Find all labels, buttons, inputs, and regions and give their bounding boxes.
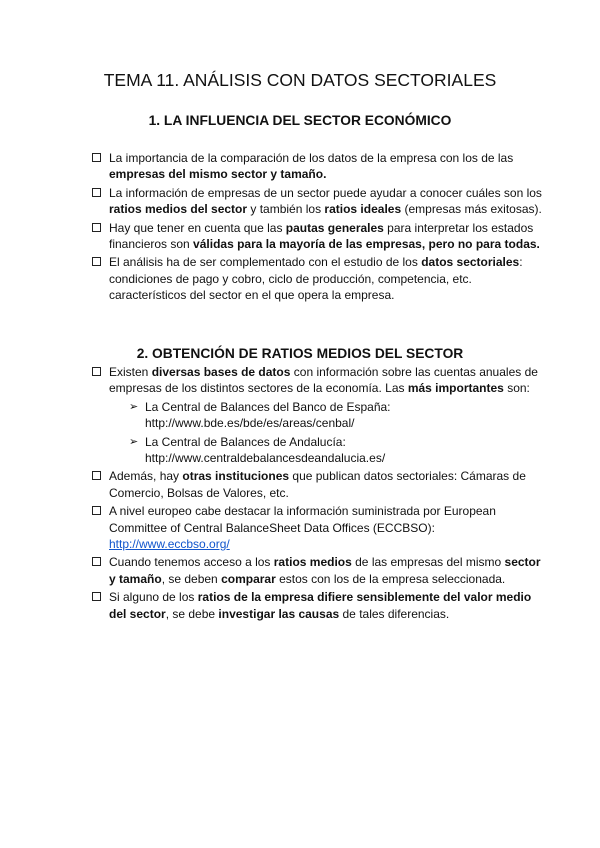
checkbox-icon: [92, 223, 101, 232]
list-item: El análisis ha de ser complementado con el estudio de los datos sectoriales: condiciones de pago y cobro, ciclo de producción, competencia, etc. característicos del sector en el que opera la empresa.: [92, 254, 542, 303]
checkbox-icon: [92, 592, 101, 601]
checkbox-icon: [92, 471, 101, 480]
sub-list-item: ➢ La Central de Balances del Banco de España: http://www.bde.es/bde/es/areas/cenbal/: [129, 399, 391, 431]
document-title: TEMA 11. ANÁLISIS CON DATOS SECTORIALES: [103, 70, 497, 90]
checkbox-icon: [92, 153, 101, 162]
list-item: La información de empresas de un sector puede ayudar a conocer cuáles son los ratios medios del sector y también los ratios ideales (empresas más exitosas).: [92, 185, 542, 218]
arrow-bullet-icon: ➢: [129, 435, 139, 448]
checkbox-icon: [92, 257, 101, 266]
sub-list-item: ➢ La Central de Balances de Andalucía: http://www.centraldebalancesdeandalucia.es/: [129, 434, 386, 466]
arrow-bullet-icon: ➢: [129, 400, 139, 413]
checkbox-icon: [92, 367, 101, 376]
checkbox-icon: [92, 188, 101, 197]
eccbso-link[interactable]: http://www.eccbso.org/: [109, 537, 230, 552]
section-1-heading: 1. LA INFLUENCIA DEL SECTOR ECONÓMICO: [148, 113, 452, 128]
sub-list: [109, 399, 542, 467]
checkbox-icon: [92, 506, 101, 515]
list-item: Hay que tener en cuenta que las pautas generales para interpretar los estados financieros son válidas para la mayoría de las empresas, pero no para todas.: [92, 220, 542, 253]
list-item: Cuando tenemos acceso a los ratios medios de las empresas del mismo sector y tamaño, se deben comparar estos con los de la empresa seleccionada.: [92, 554, 542, 587]
checkbox-icon: [92, 557, 101, 566]
list-item: A nivel europeo cabe destacar la información suministrada por European Committee of Central BalanceSheet Data Offices (ECCBSO): http://www.eccbso.org/: [92, 503, 542, 552]
section-1-list: [92, 150, 542, 306]
list-item: La importancia de la comparación de los datos de la empresa con los de las empresas del mismo sector y tamaño.: [92, 150, 542, 183]
list-item: Si alguno de los ratios de la empresa difiere sensiblemente del valor medio del sector, se debe investigar las causas de tales diferencias.: [92, 589, 542, 622]
list-item: Además, hay otras instituciones que publican datos sectoriales: Cámaras de Comercio, Bolsas de Valores, etc.: [92, 468, 542, 501]
list-item: Existen diversas bases de datos con información sobre las cuentas anuales de empresas de los distintos sectores de la economía. Las más importantes son: ➢ La Central de Balances del Banco de España: http://www.bde.es/bde/es/areas/cenbal/ ➢ La Central de Balances de Andalucía: http://www.centraldebalancesdeandalucia.es/: [92, 364, 542, 466]
section-2-list: [92, 364, 542, 624]
section-2-heading: 2. OBTENCIÓN DE RATIOS MEDIOS DEL SECTOR: [136, 346, 464, 361]
